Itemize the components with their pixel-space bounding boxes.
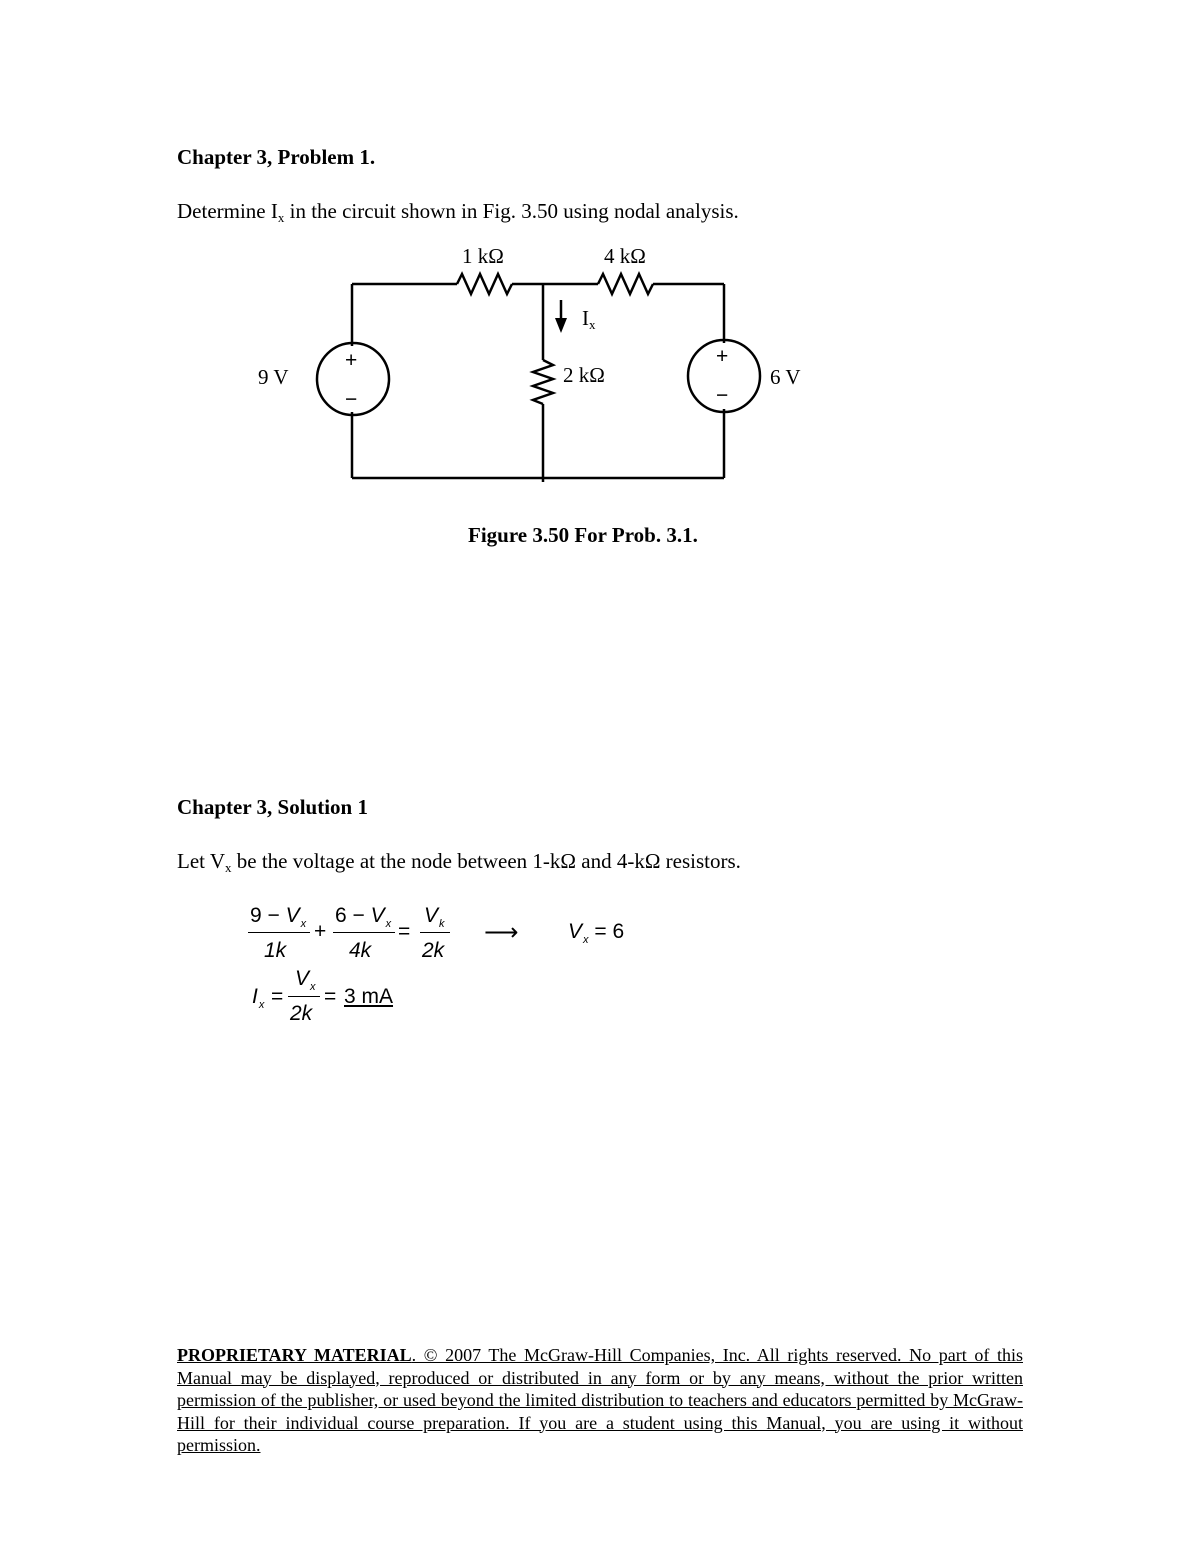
eq1-t2-den: 4k [349, 939, 372, 962]
eq1-t2-num-sub: x [385, 918, 392, 930]
eq1-term3-denominator [422, 939, 444, 963]
eq2-equals-1: = [271, 985, 284, 1008]
eq1-t3-num-sub: k [439, 918, 445, 930]
current-sub: x [589, 317, 596, 332]
label-current-ix [582, 306, 596, 333]
eq1-result-sub: x [583, 934, 589, 946]
eq2-result: 3 mA [344, 985, 394, 1008]
eq1-t1-den: 1k [264, 939, 287, 962]
eq1-term2-denominator [349, 939, 371, 963]
resistor-1k [457, 274, 512, 294]
eq1-t3-num-v: V [424, 904, 439, 927]
figure-caption: Figure 3.50 For Prob. 3.1. [468, 523, 698, 547]
eq1-frac-line-3 [420, 932, 450, 933]
eq1-result-val: = 6 [588, 920, 625, 943]
eq1-term1-denominator [264, 939, 286, 963]
solution-intro [177, 849, 741, 876]
source-left-minus: − [345, 388, 358, 411]
problem-heading: Chapter 3, Problem 1. [177, 145, 376, 169]
eq1-term1-numerator [250, 904, 306, 930]
resistor-4k [598, 274, 653, 294]
eq2-num-v: V [295, 967, 310, 990]
solution-heading: Chapter 3, Solution 1 [177, 795, 368, 819]
source-left-plus: + [345, 349, 358, 372]
source-right-plus: + [716, 345, 729, 368]
eq1-t2-num-v: V [370, 904, 385, 927]
current-arrow-head [555, 318, 567, 333]
eq2-denominator [290, 1002, 312, 1026]
statement-before: Determine I [177, 199, 278, 223]
eq1-equals: = [398, 920, 411, 943]
eq2-lhs-sub: x [258, 999, 265, 1011]
label-source-9v: 9 V [258, 365, 289, 389]
eq1-t3-den: 2k [422, 939, 445, 962]
eq1-t1-num-v: V [285, 904, 300, 927]
resistor-2k [533, 360, 553, 404]
statement-sub: x [277, 210, 285, 225]
eq1-frac-line-1 [248, 932, 310, 933]
circuit-diagram [0, 0, 1200, 560]
eq2-frac-line [288, 996, 320, 997]
label-source-6v: 6 V [770, 365, 801, 389]
eq1-result [568, 920, 624, 946]
intro-sub: x [225, 860, 232, 875]
current-label: I [582, 306, 589, 330]
intro-after: be the voltage at the node between 1-kΩ and 4-kΩ resistors. [231, 849, 741, 873]
label-resistor-1k: 1 kΩ [462, 244, 504, 268]
proprietary-footer [177, 1344, 1023, 1457]
footer-rest: . © 2007 The McGraw-Hill Companies, Inc. All rights reserved. No part of this Manual may be displayed, reproduced or distributed in any form or by any means, without the prior written permission of the publisher, or used beyond the limited distribution to teachers and educators permitted by McGraw-Hill for their individual course preparation. If you are a student using this Manual, you are using it without permission. [177, 1345, 1023, 1455]
eq2-numerator [295, 967, 316, 993]
eq1-term3-numerator [424, 904, 445, 930]
eq2-lhs-v: I [252, 985, 258, 1008]
eq2-equals-2: = [324, 985, 337, 1008]
eq1-plus: + [314, 920, 327, 943]
eq1-t1-num-a: 9 − [250, 904, 286, 927]
eq2-den: 2k [290, 1002, 313, 1025]
eq2-num-sub: x [310, 981, 316, 993]
intro-before: Let V [177, 849, 226, 873]
footer-bold: PROPRIETARY MATERIAL [177, 1345, 412, 1365]
eq2-lhs [252, 985, 264, 1011]
eq1-arrow: ⟶ [484, 919, 519, 946]
eq1-t2-num-a: 6 − [335, 904, 371, 927]
eq1-frac-line-2 [333, 932, 395, 933]
eq1-t1-num-sub: x [300, 918, 307, 930]
eq1-term2-numerator [335, 904, 391, 930]
source-right-minus: − [716, 384, 729, 407]
label-resistor-4k: 4 kΩ [604, 244, 646, 268]
eq1-result-v: V [568, 920, 583, 943]
statement-after: in the circuit shown in Fig. 3.50 using nodal analysis. [284, 199, 739, 223]
label-resistor-2k: 2 kΩ [563, 363, 605, 387]
